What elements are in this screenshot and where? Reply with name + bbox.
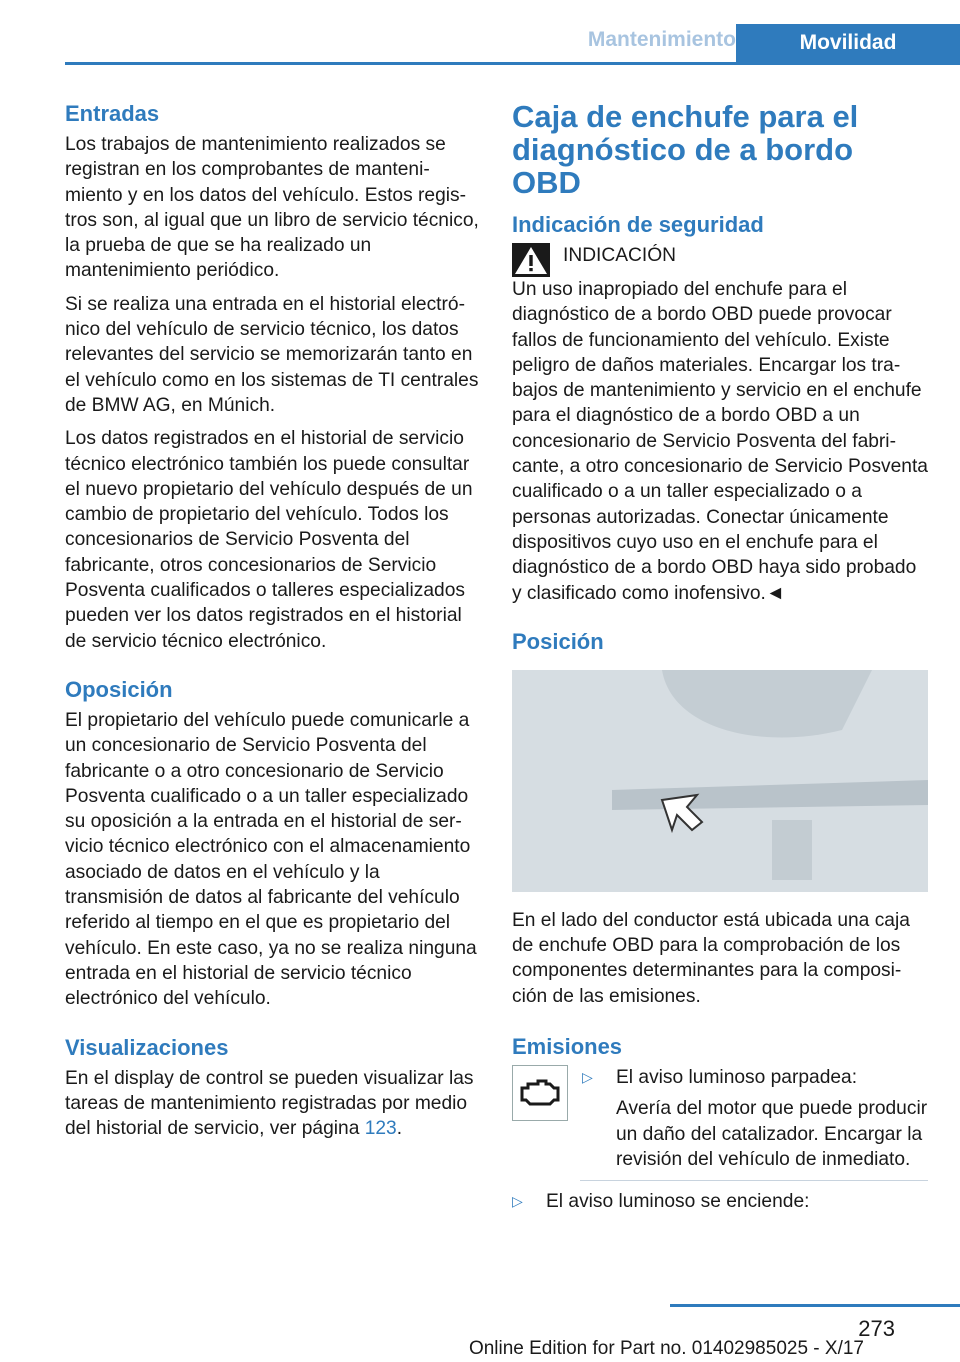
engine-warning-icon — [512, 1065, 568, 1121]
header-bar — [65, 24, 960, 65]
bullet-icon: ▷ — [582, 1069, 593, 1086]
bullet-2-text: El aviso luminoso se enciende: — [546, 1191, 810, 1213]
warning-block — [512, 243, 928, 277]
visualizaciones-text: En el display de control se pueden visualizar las tareas de mantenimiento registradas por medio del historial de servicio, ver página — [65, 1067, 474, 1140]
page-number: 273 — [858, 1316, 895, 1341]
seguridad-heading: Indicación de seguridad — [512, 212, 764, 237]
entradas-p3: Los datos registrados en el historial de servicio técnico electrónico también los puede consultar el nuevo propietario del vehículo después de un cambio de propietario del vehículo. Todos los concesionarios de Servicio Posventa del fabricante, otros concesionarios de Servicio Posventa cualificados o talleres especializados pueden ver los datos registrados en el historial de servicio técnico electrónico. — [65, 428, 473, 652]
oposicion-heading: Oposición — [65, 676, 173, 702]
warning-label: INDICACIÓN — [563, 245, 676, 266]
entradas-heading: Entradas — [65, 101, 160, 126]
header-section: Mantenimiento — [587, 28, 736, 51]
left-column — [65, 100, 480, 1149]
oposicion-p1: El propietario del vehículo puede comunicarle a un concesionario de Servicio Posventa del fabricante o a otro concesionario de Servicio Posventa cualificado o a un taller especializado su oposición a la entrada en el historial de servicio técnico electrónico con el almacenamiento asociado de datos en el vehículo y la transmisión de datos al fabricante del vehículo referido al tiempo en el que es propietario del vehículo. En este caso, ya no se realiza ninguna entrada en el historial de servicio técnico electrónico del vehículo. — [65, 709, 477, 1010]
obd-location-photo — [512, 670, 928, 892]
edition-text: Online Edition for Part no. 01402985025 - X/17 — [468, 1338, 864, 1359]
entradas-p1: Los trabajos de mantenimiento realizados se registran en los comprobantes de mantenimiento y en los datos del vehículo. Estos registros son, al igual que un libro de servicio técnico, la prueba de que se ha realizado un mantenimiento periódico. — [65, 134, 479, 282]
header-chapter: Movilidad — [736, 24, 960, 62]
emisiones-bullet-2 — [512, 1189, 928, 1214]
entradas-p2: Si se realiza una entrada en el historial electrónico del vehículo de servicio técnico, los datos relevantes del servicio se memorizarán tanto en el vehículo como en los sistemas de TI centrales de BMW AG, en Múnich. — [65, 293, 479, 416]
obd-title: Caja de enchufe para el diagnóstico de a bordo OBD — [512, 99, 859, 200]
visualizaciones-p1 — [65, 1066, 480, 1142]
warning-icon — [512, 243, 550, 277]
posicion-text: En el lado del conductor está ubicada una caja de enchufe OBD para la comprobación de los componentes determinantes para la composición de las emisiones. — [512, 909, 910, 1007]
right-column — [512, 100, 928, 1215]
page-link[interactable]: 123 — [364, 1118, 397, 1140]
emisiones-heading: Emisiones — [512, 1034, 623, 1060]
bullet-1-text: El aviso luminoso parpadea: — [616, 1067, 858, 1089]
divider — [580, 1180, 928, 1181]
visualizaciones-heading: Visualizaciones — [65, 1034, 229, 1060]
visualizaciones-end: . — [396, 1118, 403, 1140]
posicion-heading: Posición — [512, 628, 604, 654]
bullet-icon: ▷ — [512, 1193, 523, 1210]
bullet-1-detail: Avería del motor que puede producir un daño del catalizador. Encargar la revisión del vehículo de inmediato. — [616, 1098, 928, 1170]
emisiones-block — [512, 1065, 928, 1172]
emisiones-bullet-1 — [582, 1065, 928, 1090]
warning-text: Un uso inapropiado del enchufe para el diagnóstico de a bordo OBD puede provocar fallos de funcionamiento del vehículo. Existe peligro de daños materiales. Encargar los trabajos de mantenimiento y servicio en el enchufe para el diagnóstico de a bordo OBD a un concesionario de Servicio Posventa del fabricante, a otro concesionario de Servicio Posventa cualificado o a un taller especializado o a personas autorizadas. Conectar únicamente dispositivos cuyo uso en el enchufe para el diagnóstico de a bordo OBD haya sido probado y clasificado como inofensivo.◄ — [512, 279, 928, 604]
footer-line — [670, 1304, 960, 1307]
